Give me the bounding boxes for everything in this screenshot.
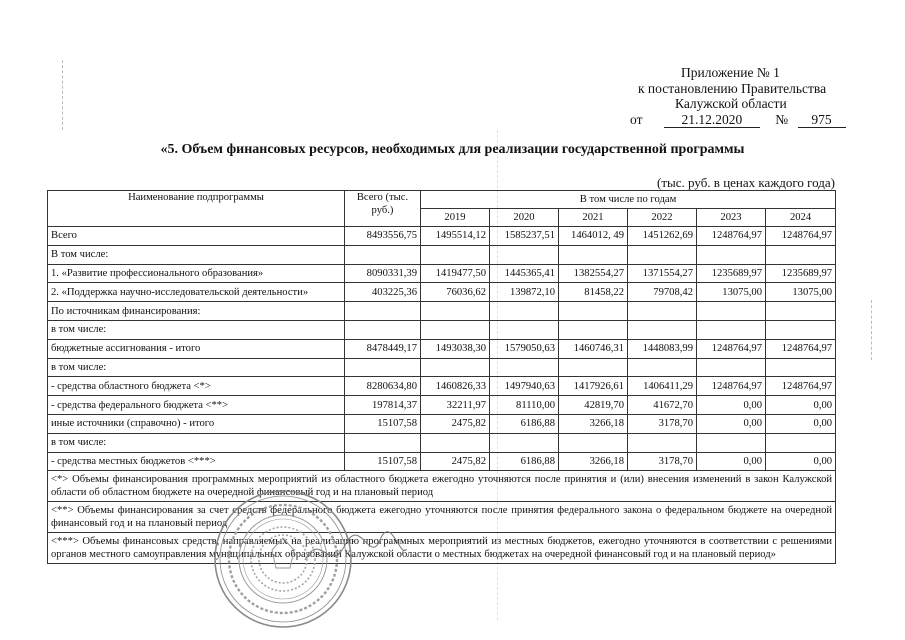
year-value-2021: 42819,70: [559, 396, 628, 415]
row-name: иные источники (справочно) - итого: [48, 414, 345, 433]
row-name: в том числе:: [48, 433, 345, 452]
year-value-2020: 1445365,41: [490, 264, 559, 283]
year-value-2024: 0,00: [766, 414, 836, 433]
resolution-date: 21.12.2020: [664, 113, 760, 128]
table-row: [48, 227, 836, 246]
year-value-2021: [559, 320, 628, 339]
row-total: 8478449,17: [345, 339, 421, 358]
row-total: 8090331,39: [345, 264, 421, 283]
units-note: (тыс. руб. в ценах каждого года): [657, 175, 835, 190]
year-header: 2019: [421, 209, 490, 227]
footnote-row: [48, 471, 836, 502]
year-value-2023: 0,00: [697, 396, 766, 415]
year-value-2023: 1248764,97: [697, 227, 766, 246]
year-value-2024: [766, 358, 836, 377]
year-header: 2021: [559, 209, 628, 227]
year-value-2021: [559, 302, 628, 321]
scan-guide-line: [62, 60, 63, 130]
year-value-2023: 13075,00: [697, 283, 766, 302]
row-total: 403225,36: [345, 283, 421, 302]
row-total: 15107,58: [345, 414, 421, 433]
resolution-number: 975: [798, 113, 846, 128]
year-value-2024: 1248764,97: [766, 339, 836, 358]
footnote-row: [48, 502, 836, 533]
table-row: [48, 283, 836, 302]
year-value-2020: 6186,88: [490, 452, 559, 471]
table-row: [48, 264, 836, 283]
year-value-2024: [766, 320, 836, 339]
resolution-date-line: [630, 111, 846, 128]
year-value-2019: 1460826,33: [421, 377, 490, 396]
year-value-2024: [766, 433, 836, 452]
header-row: [48, 191, 836, 209]
col-header-years-group: В том числе по годам: [421, 191, 836, 209]
year-value-2021: 1382554,27: [559, 264, 628, 283]
financing-table: [47, 190, 836, 564]
col-header-name: Наименование подпрограммы: [48, 191, 345, 227]
row-total: [345, 320, 421, 339]
year-value-2021: 1464012, 49: [559, 227, 628, 246]
table-row: [48, 320, 836, 339]
scan-guide-line: [871, 300, 872, 360]
row-name: - средства местных бюджетов <***>: [48, 452, 345, 471]
section-title: «5. Объем финансовых ресурсов, необходимых для реализации государственной программы: [160, 142, 745, 157]
year-value-2024: 1248764,97: [766, 377, 836, 396]
year-value-2023: 1248764,97: [697, 339, 766, 358]
year-header: 2023: [697, 209, 766, 227]
year-value-2024: [766, 302, 836, 321]
year-value-2020: [490, 245, 559, 264]
year-header: 2020: [490, 209, 559, 227]
year-value-2021: 1417926,61: [559, 377, 628, 396]
year-value-2023: [697, 358, 766, 377]
table-row: [48, 452, 836, 471]
signature-mark: [300, 520, 410, 580]
year-value-2019: 1493038,30: [421, 339, 490, 358]
year-value-2019: [421, 433, 490, 452]
year-value-2024: [766, 245, 836, 264]
year-value-2023: [697, 245, 766, 264]
year-value-2022: [628, 433, 697, 452]
row-name: - средства областного бюджета <*>: [48, 377, 345, 396]
year-value-2021: [559, 433, 628, 452]
table-row: [48, 339, 836, 358]
year-value-2019: 2475,82: [421, 414, 490, 433]
year-value-2023: [697, 302, 766, 321]
year-value-2020: [490, 433, 559, 452]
table-row: [48, 396, 836, 415]
row-name: В том числе:: [48, 245, 345, 264]
year-value-2023: 0,00: [697, 414, 766, 433]
year-value-2022: 79708,42: [628, 283, 697, 302]
year-value-2019: 32211,97: [421, 396, 490, 415]
year-value-2019: 1495514,12: [421, 227, 490, 246]
footnote-3: <***> Объемы финансовых средств, направляемых на реализацию программных мероприятий из местных бюджетов, ежегодно уточняются в соответствии с решениями органов местного самоуправления муниципальных образований Калужской области о местных бюджетах на очередной финансовый год и на плановый период»: [48, 533, 836, 564]
year-value-2021: 81458,22: [559, 283, 628, 302]
from-label: от: [630, 112, 643, 127]
table-row: [48, 302, 836, 321]
year-value-2022: 3178,70: [628, 452, 697, 471]
footnote-2: <**> Объемы финансирования за счет средств федерального бюджета ежегодно уточняются после принятия федерального закона о федеральном бюджете на очередной финансовый год и на плановый период: [48, 502, 836, 533]
year-value-2019: [421, 320, 490, 339]
year-value-2021: 3266,18: [559, 452, 628, 471]
footnote-1: <*> Объемы финансирования программных мероприятий из областного бюджета ежегодно уточняются после принятия и (или) внесения изменений в закон Калужской области об областном бюджете на очередной финансовый год и на плановый период: [48, 471, 836, 502]
year-value-2021: 3266,18: [559, 414, 628, 433]
table-body: [48, 227, 836, 471]
year-value-2023: 1248764,97: [697, 377, 766, 396]
year-value-2020: [490, 358, 559, 377]
row-name: - средства федерального бюджета <**>: [48, 396, 345, 415]
year-value-2024: 1248764,97: [766, 227, 836, 246]
year-value-2021: 1460746,31: [559, 339, 628, 358]
year-value-2022: 1448083,99: [628, 339, 697, 358]
row-total: [345, 245, 421, 264]
year-value-2022: 1371554,27: [628, 264, 697, 283]
row-total: 8493556,75: [345, 227, 421, 246]
year-value-2022: 1451262,69: [628, 227, 697, 246]
row-name: По источникам финансирования:: [48, 302, 345, 321]
year-value-2022: 1406411,29: [628, 377, 697, 396]
year-value-2022: [628, 358, 697, 377]
year-value-2023: 0,00: [697, 452, 766, 471]
year-value-2023: [697, 320, 766, 339]
table-row: [48, 433, 836, 452]
region-name: Калужской области: [675, 96, 787, 111]
row-name: бюджетные ассигнования - итого: [48, 339, 345, 358]
year-value-2020: 81110,00: [490, 396, 559, 415]
year-value-2022: 41672,70: [628, 396, 697, 415]
table-row: [48, 358, 836, 377]
table-row: [48, 414, 836, 433]
table-row: [48, 245, 836, 264]
year-value-2020: 1497940,63: [490, 377, 559, 396]
row-total: [345, 302, 421, 321]
year-value-2019: 2475,82: [421, 452, 490, 471]
year-value-2024: 1235689,97: [766, 264, 836, 283]
year-value-2020: 1585237,51: [490, 227, 559, 246]
resolution-ref: к постановлению Правительства: [638, 81, 827, 96]
year-value-2023: 1235689,97: [697, 264, 766, 283]
year-value-2019: 76036,62: [421, 283, 490, 302]
year-value-2020: 1579050,63: [490, 339, 559, 358]
row-name: Всего: [48, 227, 345, 246]
table-row: [48, 377, 836, 396]
year-value-2024: 0,00: [766, 396, 836, 415]
year-header: 2024: [766, 209, 836, 227]
year-value-2024: 0,00: [766, 452, 836, 471]
year-value-2020: 6186,88: [490, 414, 559, 433]
row-name: в том числе:: [48, 320, 345, 339]
row-total: 197814,37: [345, 396, 421, 415]
year-value-2019: [421, 245, 490, 264]
year-value-2024: 13075,00: [766, 283, 836, 302]
year-value-2019: [421, 358, 490, 377]
year-value-2021: [559, 245, 628, 264]
year-value-2021: [559, 358, 628, 377]
row-name: 2. «Поддержка научно-исследовательской деятельности»: [48, 283, 345, 302]
year-value-2020: 139872,10: [490, 283, 559, 302]
year-value-2022: [628, 302, 697, 321]
year-value-2019: [421, 302, 490, 321]
row-total: [345, 358, 421, 377]
row-name: в том числе:: [48, 358, 345, 377]
year-value-2023: [697, 433, 766, 452]
row-total: 8280634,80: [345, 377, 421, 396]
year-value-2022: [628, 245, 697, 264]
year-value-2019: 1419477,50: [421, 264, 490, 283]
year-value-2020: [490, 320, 559, 339]
row-name: 1. «Развитие профессионального образования»: [48, 264, 345, 283]
row-total: 15107,58: [345, 452, 421, 471]
appendix-number: Приложение № 1: [681, 65, 780, 80]
year-header: 2022: [628, 209, 697, 227]
year-value-2022: [628, 320, 697, 339]
footnote-row: [48, 533, 836, 564]
year-value-2020: [490, 302, 559, 321]
year-value-2022: 3178,70: [628, 414, 697, 433]
number-label: №: [775, 112, 789, 127]
row-total: [345, 433, 421, 452]
col-header-total: Всего (тыс. руб.): [345, 191, 421, 227]
